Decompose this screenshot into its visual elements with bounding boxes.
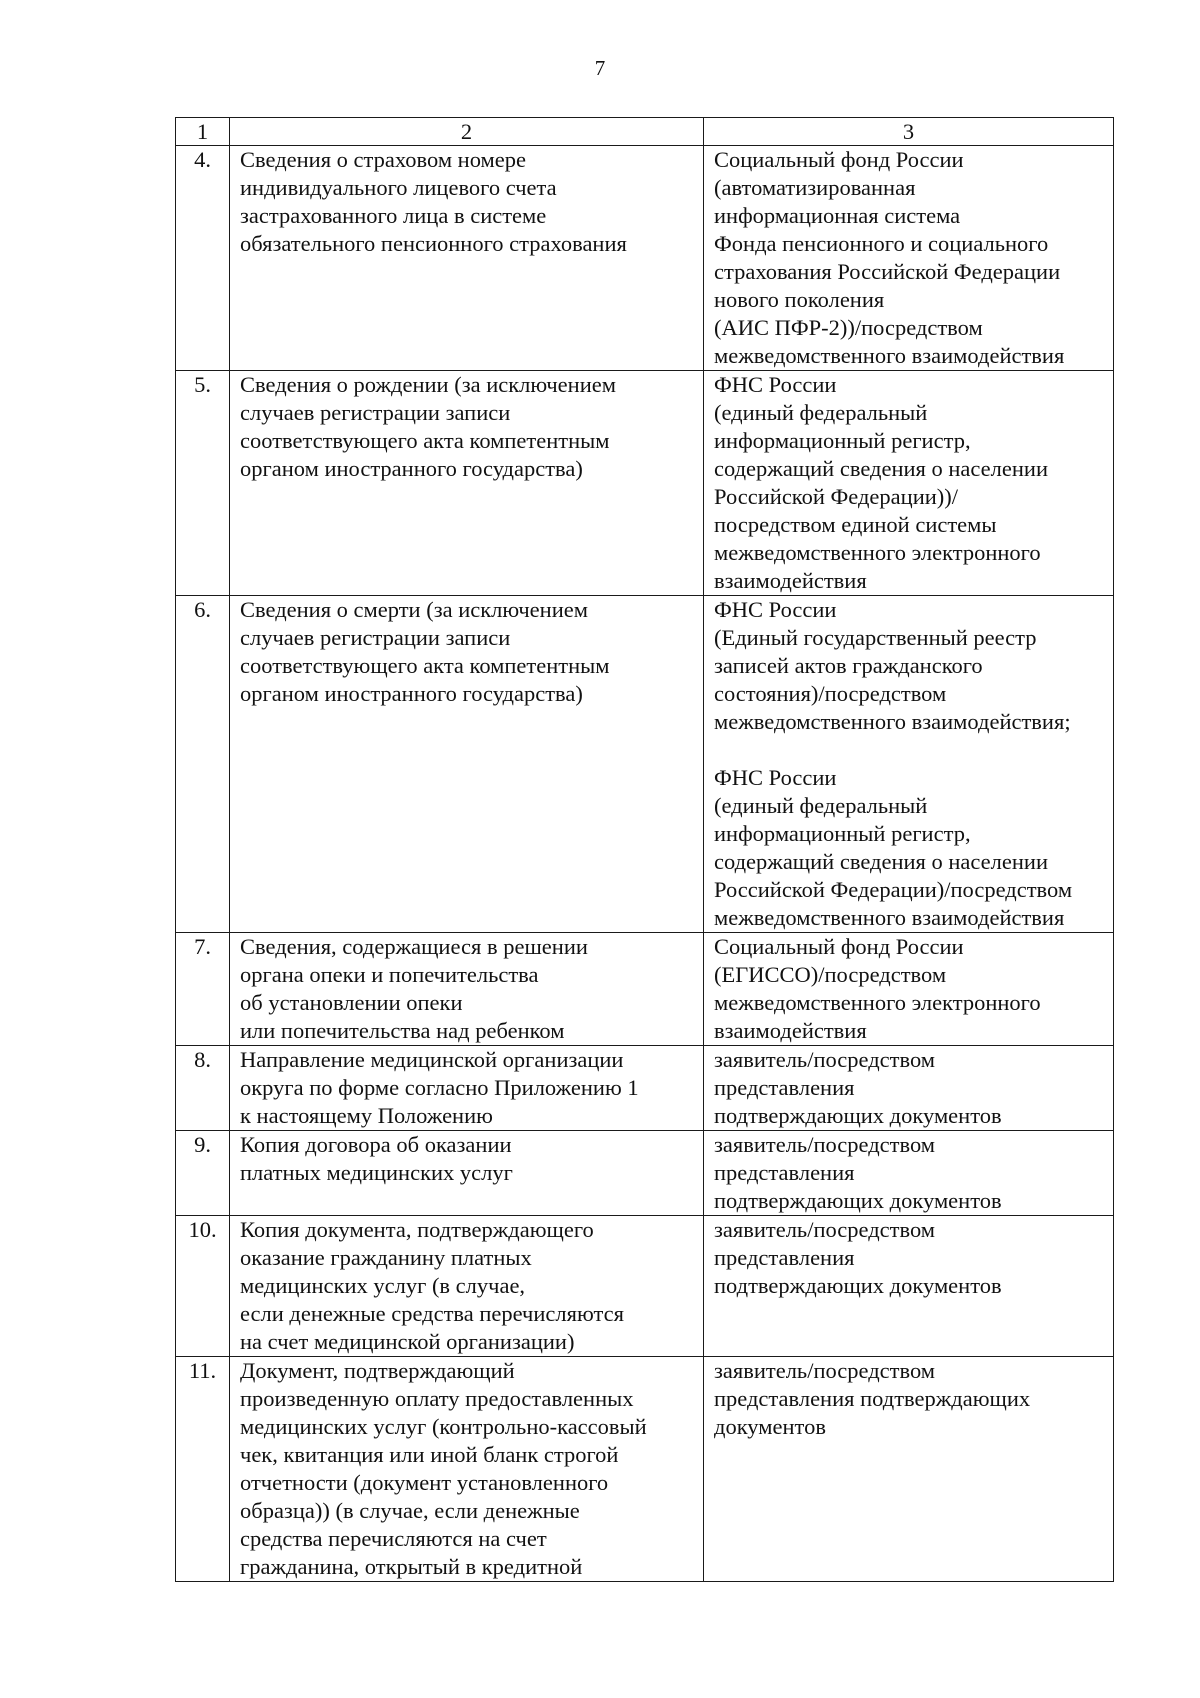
row-number: 4. (176, 146, 230, 371)
row-number: 9. (176, 1131, 230, 1216)
row-source: Социальный фонд России (автоматизированная информационная система Фонда пенсионного и социального страхования Российской Федерации нового поколения (АИС ПФР-2))/посредством межведомственного взаимодействия (704, 146, 1114, 371)
row-number: 7. (176, 933, 230, 1046)
row-source: Социальный фонд России (ЕГИССО)/посредством межведомственного электронного взаимодействия (704, 933, 1114, 1046)
row-source: заявитель/посредством представления подтверждающих документов (704, 1046, 1114, 1131)
column-header-2: 2 (230, 118, 704, 146)
table-row (176, 933, 1114, 1046)
table-row (176, 1131, 1114, 1216)
row-source: заявитель/посредством представления подтверждающих документов (704, 1131, 1114, 1216)
row-source: ФНС России (Единый государственный реестр записей актов гражданского состояния)/посредством межведомственного взаимодействия; ФНС России (единый федеральный информационный регистр, содержащий сведения о населении Российской Федерации)/посредством межведомственного взаимодействия (704, 596, 1114, 933)
row-info: Сведения о страховом номере индивидуального лицевого счета застрахованного лица в системе обязательного пенсионного страхования (230, 146, 704, 371)
table-row (176, 596, 1114, 933)
row-number: 8. (176, 1046, 230, 1131)
column-header-1: 1 (176, 118, 230, 146)
row-number: 6. (176, 596, 230, 933)
row-number: 11. (176, 1357, 230, 1582)
row-info: Сведения о смерти (за исключением случаев регистрации записи соответствующего акта компетентным органом иностранного государства) (230, 596, 704, 933)
row-source: заявитель/посредством представления подтверждающих документов (704, 1216, 1114, 1357)
page-number: 7 (594, 56, 606, 80)
row-info: Направление медицинской организации округа по форме согласно Приложению 1 к настоящему Положению (230, 1046, 704, 1131)
row-info: Сведения, содержащиеся в решении органа опеки и попечительства об установлении опеки или попечительства над ребенком (230, 933, 704, 1046)
table-row (176, 1046, 1114, 1131)
row-number: 5. (176, 371, 230, 596)
column-header-3: 3 (704, 118, 1114, 146)
row-info: Документ, подтверждающий произведенную оплату предоставленных медицинских услуг (контрольно-кассовый чек, квитанция или иной бланк строгой отчетности (документ установленного образца)) (в случае, если денежные средства перечисляются на счет гражданина, открытый в кредитной (230, 1357, 704, 1582)
table-header-row (176, 118, 1114, 146)
row-number: 10. (176, 1216, 230, 1357)
table-row (176, 371, 1114, 596)
row-source: заявитель/посредством представления подтверждающих документов (704, 1357, 1114, 1582)
documents-table (175, 117, 1114, 1582)
table-row (176, 1216, 1114, 1357)
table-row (176, 146, 1114, 371)
table-row (176, 1357, 1114, 1582)
row-info: Копия договора об оказании платных медицинских услуг (230, 1131, 704, 1216)
row-source: ФНС России (единый федеральный информационный регистр, содержащий сведения о населении Российской Федерации))/ посредством единой системы межведомственного электронного взаимодействия (704, 371, 1114, 596)
row-info: Сведения о рождении (за исключением случаев регистрации записи соответствующего акта компетентным органом иностранного государства) (230, 371, 704, 596)
row-info: Копия документа, подтверждающего оказание гражданину платных медицинских услуг (в случае, если денежные средства перечисляются на счет медицинской организации) (230, 1216, 704, 1357)
